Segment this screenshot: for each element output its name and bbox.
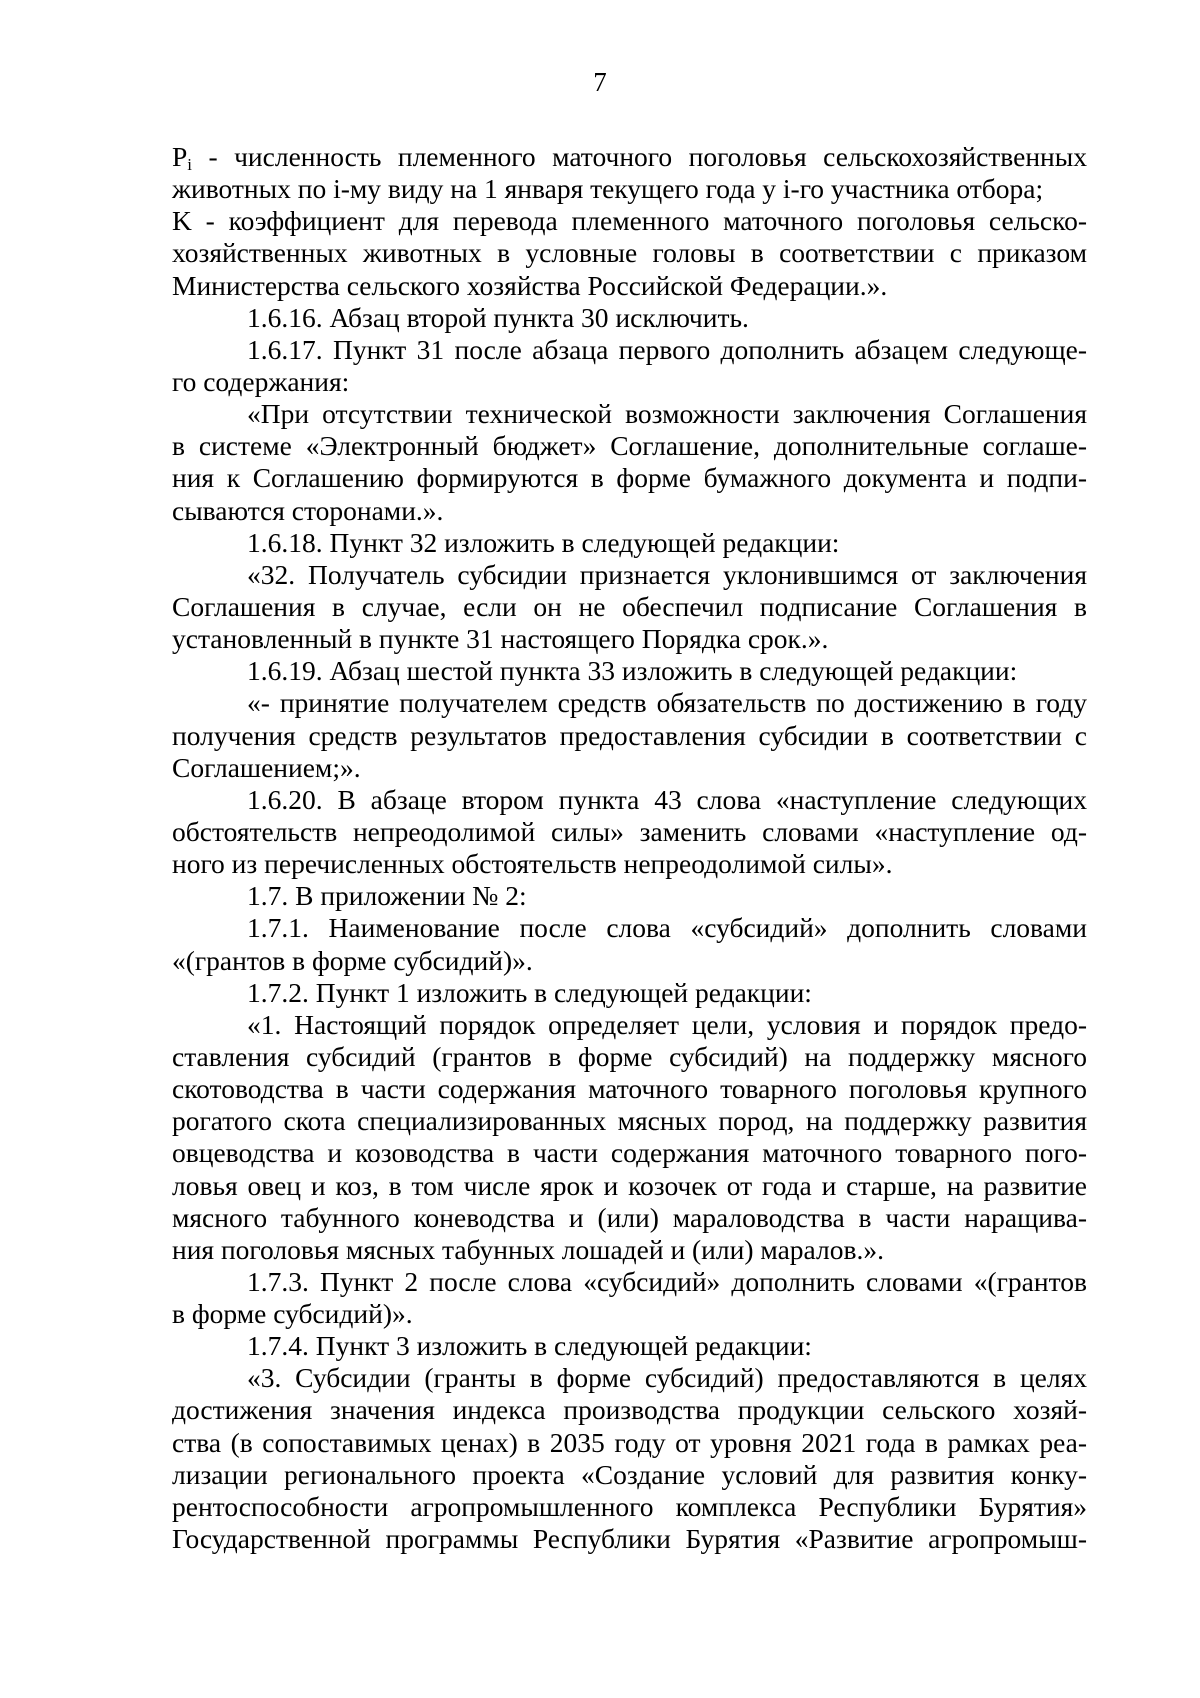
text-line: [172, 880, 1087, 912]
text-line-content: ния поголовья мясных табунных лошадей и (или) маралов.».: [172, 1233, 884, 1265]
subscript: i: [187, 155, 193, 174]
text-line: [172, 462, 1087, 494]
text-line-content: животных по i-му виду на 1 января текущего года у i-го участника отбора;: [172, 173, 1044, 205]
text-line: [172, 1491, 1087, 1523]
text-line-content: 1.6.20. В абзаце втором пункта 43 слова «наступление следующих: [247, 783, 1087, 815]
text-line: [172, 816, 1087, 848]
text-line: [172, 945, 1087, 977]
text-line: [172, 302, 1087, 334]
page-number: 7: [593, 67, 607, 97]
text-line-content: хозяйственных животных в условные головы в соответствии с приказом: [172, 237, 1087, 269]
text-line-content: 1.6.19. Абзац шестой пункта 33 изложить в следующей редакции:: [247, 655, 1018, 687]
text-line: [172, 687, 1087, 719]
text-line: [172, 1523, 1087, 1555]
text-line-content: «- принятие получателем средств обязательств по достижению в году: [247, 687, 1087, 719]
text-line: [172, 1459, 1087, 1491]
text-line-content: P: [172, 141, 188, 172]
text-line-content: Государственной программы Республики Бурятия «Развитие агропромыш-: [172, 1523, 1087, 1555]
text-line: [172, 1234, 1087, 1266]
text-line: [172, 1202, 1087, 1234]
text-line: [172, 173, 1087, 205]
text-line-content: ставления субсидий (грантов в форме субсидий) на поддержку мясного: [172, 1040, 1087, 1072]
text-line-content: мясного табунного коневодства и (или) мараловодства в части наращива-: [172, 1201, 1087, 1233]
text-line-content: 1.7.3. Пункт 2 после слова «субсидий» дополнить словами «(грантов: [247, 1265, 1087, 1297]
text-line-continuation: - численность племенного маточного поголовья сельскохозяйственных: [192, 141, 1087, 172]
text-line-content: овцеводства и козоводства в части содержания маточного товарного пого-: [172, 1137, 1087, 1169]
text-line-content: установленный в пункте 31 настоящего Порядка срок.».: [172, 623, 829, 655]
text-line-content: го содержания:: [172, 365, 350, 397]
text-line: [172, 1170, 1087, 1202]
text-line: [172, 205, 1087, 237]
text-line-content: Министерства сельского хозяйства Российской Федерации.».: [172, 269, 888, 301]
text-line-content: «1. Настоящий порядок определяет цели, условия и порядок предо-: [247, 1008, 1087, 1040]
text-line: [172, 848, 1087, 880]
text-line: [172, 398, 1087, 430]
text-line-content: «(грантов в форме субсидий)».: [172, 944, 533, 976]
text-line-content: ства (в сопоставимых ценах) в 2035 году от уровня 2021 года в рамках реа-: [172, 1426, 1087, 1458]
text-line-content: в системе «Электронный бюджет» Соглашение, дополнительные соглаше-: [172, 430, 1087, 462]
text-line-content: 1.6.17. Пункт 31 после абзаца первого дополнить абзацем следующе-: [247, 333, 1087, 365]
text-line: [172, 270, 1087, 302]
text-line-content: рентоспособности агропромышленного комплекса Республики Бурятия»: [172, 1490, 1087, 1522]
text-line: [172, 752, 1087, 784]
text-line: [172, 1427, 1087, 1459]
text-line: [172, 1137, 1087, 1169]
text-line: [172, 1330, 1087, 1362]
text-line: [172, 366, 1087, 398]
text-line-content: сываются сторонами.».: [172, 494, 444, 526]
text-line-content: 1.6.18. Пункт 32 изложить в следующей редакции:: [247, 526, 840, 558]
text-line-content: лизации регионального проекта «Создание условий для развития конку-: [172, 1458, 1087, 1490]
text-line-content: 1.7.2. Пункт 1 изложить в следующей редакции:: [247, 976, 812, 1008]
text-line-content: обстоятельств непреодолимой силы» заменить словами «наступление од-: [172, 815, 1087, 847]
text-line: [172, 559, 1087, 591]
text-line-content: достижения значения индекса производства продукции сельского хозяй-: [172, 1394, 1087, 1426]
text-line: [172, 1266, 1087, 1298]
text-line: [172, 1298, 1087, 1330]
text-line: [172, 655, 1087, 687]
text-line: [172, 334, 1087, 366]
text-line: [172, 1394, 1087, 1426]
text-line: [172, 1073, 1087, 1105]
text-line-content: ния к Соглашению формируются в форме бумажного документа и подпи-: [172, 462, 1087, 494]
text-line-content: Соглашением;».: [172, 751, 361, 783]
text-line: [172, 495, 1087, 527]
text-line: [172, 1105, 1087, 1137]
text-line-content: 1.7. В приложении № 2:: [247, 880, 527, 912]
text-line-content: K - коэффициент для перевода племенного маточного поголовья сельско-: [172, 205, 1087, 237]
text-line: [172, 237, 1087, 269]
text-line-content: ного из перечисленных обстоятельств непреодолимой силы».: [172, 848, 893, 880]
text-line-content: «32. Получатель субсидии признается уклонившимся от заключения: [247, 558, 1087, 590]
text-line-content: 1.7.1. Наименование после слова «субсидий» дополнить словами: [247, 912, 1087, 944]
text-line-content: скотоводства в части содержания маточного товарного поголовья крупного: [172, 1073, 1087, 1105]
text-line-content: в форме субсидий)».: [172, 1298, 413, 1330]
text-line: [172, 784, 1087, 816]
document-body: [172, 141, 1087, 1555]
text-line-content: ловья овец и коз, в том числе ярок и козочек от года и старше, на развитие: [172, 1169, 1087, 1201]
text-line: [172, 527, 1087, 559]
text-line: [172, 1041, 1087, 1073]
text-line-content: 1.6.16. Абзац второй пункта 30 исключить.: [247, 301, 749, 333]
text-line: [172, 591, 1087, 623]
text-line-content: «При отсутствии технической возможности заключения Соглашения: [247, 398, 1087, 430]
text-line: [172, 430, 1087, 462]
text-line-content: «3. Субсидии (гранты в форме субсидий) предоставляются в целях: [247, 1362, 1087, 1394]
text-line: [172, 1362, 1087, 1394]
text-line-content: 1.7.4. Пункт 3 изложить в следующей редакции:: [247, 1330, 812, 1362]
text-line: [172, 912, 1087, 944]
text-line: [172, 1009, 1087, 1041]
text-line-content: рогатого скота специализированных мясных пород, на поддержку развития: [172, 1105, 1087, 1137]
text-line-content: Соглашения в случае, если он не обеспечил подписание Соглашения в: [172, 590, 1087, 622]
text-line: [172, 141, 1087, 173]
text-line-content: получения средств результатов предоставления субсидии в соответствии с: [172, 719, 1087, 751]
text-line: [172, 977, 1087, 1009]
text-line: [172, 623, 1087, 655]
text-line: [172, 720, 1087, 752]
